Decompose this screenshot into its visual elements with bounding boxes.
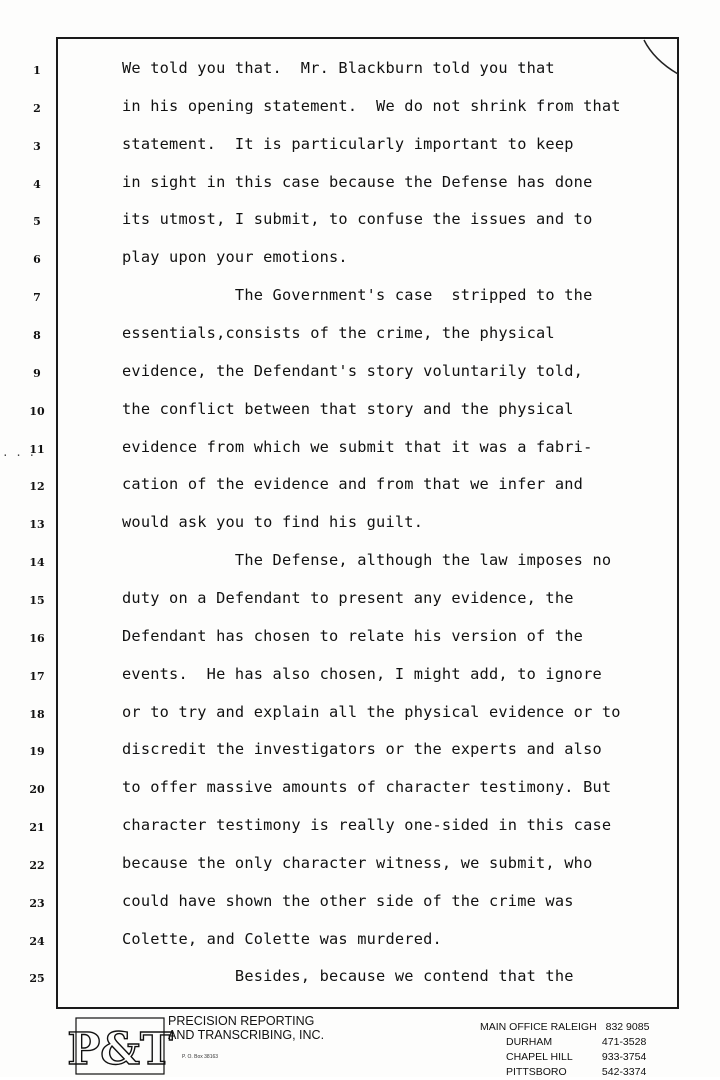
line-text: evidence, the Defendant's story voluntarily told, — [122, 361, 584, 380]
office-name: CHAPEL HILL — [506, 1051, 573, 1063]
line-text: The Government's case stripped to the — [122, 286, 593, 305]
transcript-line — [0, 663, 720, 693]
line-text: Defendant has chosen to relate his version of the — [122, 626, 584, 645]
office-list — [480, 1020, 649, 1080]
footer — [0, 1010, 720, 1077]
line-text: or to try and explain all the physical evidence or to — [122, 702, 621, 721]
office-phone: 832 9085 — [605, 1021, 650, 1033]
office-row — [480, 1020, 649, 1035]
line-text: in sight in this case because the Defense has done — [122, 172, 593, 191]
po-box: P. O. Box 38163 — [182, 1054, 219, 1060]
line-text: its utmost, I submit, to confuse the issues and to — [122, 210, 593, 229]
line-number: 4 — [33, 177, 41, 191]
transcript-line — [0, 587, 720, 617]
line-text: would ask you to find his guilt. — [122, 513, 424, 532]
transcript-line — [0, 738, 720, 768]
transcript-line — [0, 322, 720, 352]
office-phone: 471-3528 — [601, 1036, 647, 1048]
transcript-line — [0, 208, 720, 238]
line-number: 14 — [29, 556, 45, 569]
office-row — [480, 1050, 649, 1065]
line-text: could have shown the other side of the crime was — [122, 891, 574, 910]
line-text: cation of the evidence and from that we infer and — [122, 475, 584, 494]
line-text: play upon your emotions. — [122, 248, 348, 267]
transcript-line — [0, 57, 720, 87]
transcript-line — [0, 928, 720, 958]
company-name — [168, 1014, 324, 1042]
line-text: in his opening statement. We do not shrink from that — [122, 96, 621, 115]
transcript-line — [0, 171, 720, 201]
transcript-line — [0, 473, 720, 503]
line-number: 1 — [33, 64, 41, 77]
line-number: 10 — [29, 404, 45, 418]
line-text: discredit the investigators or the experts and also — [122, 740, 602, 759]
line-number: 13 — [29, 518, 45, 532]
transcript-line — [0, 511, 720, 541]
line-number: 11 — [29, 442, 45, 456]
margin-dots: . . . — [2, 446, 36, 459]
transcript-line — [0, 776, 720, 806]
line-text: statement. It is particularly important to keep — [122, 134, 574, 153]
line-number: 12 — [29, 480, 45, 494]
transcript-line — [0, 436, 720, 466]
line-number: 5 — [33, 215, 41, 229]
company-line2: AND TRANSCRIBING, INC. — [168, 1028, 325, 1042]
line-number: 19 — [29, 745, 45, 759]
line-text: evidence from which we submit that it was a fabri- — [122, 437, 593, 456]
office-row — [480, 1065, 649, 1080]
line-number: 7 — [33, 291, 41, 305]
line-text: The Defense, although the law imposes no — [122, 551, 612, 569]
transcript-line — [0, 95, 720, 125]
line-text: essentials,consists of the crime, the physical — [122, 323, 555, 342]
line-number: 23 — [29, 896, 45, 910]
line-number: 15 — [29, 593, 45, 607]
line-text: Besides, because we contend that the — [122, 967, 574, 986]
line-text: to offer massive amounts of character testimony. But — [122, 778, 612, 797]
company-logo — [67, 1016, 173, 1076]
transcript-line — [0, 398, 720, 428]
office-phone: 933-3754 — [601, 1051, 647, 1063]
transcript-line — [0, 701, 720, 731]
line-number: 18 — [29, 707, 45, 721]
office-name: PITTSBORO — [506, 1066, 567, 1078]
transcript-line — [0, 133, 720, 163]
transcript-line — [0, 890, 720, 920]
transcript-line — [0, 814, 720, 844]
logo-letters: P&T — [67, 1024, 173, 1075]
transcript-line — [0, 360, 720, 390]
line-number: 17 — [29, 669, 45, 683]
transcript-line — [0, 246, 720, 276]
line-number: 8 — [33, 328, 41, 342]
line-number: 9 — [33, 366, 41, 380]
office-name: MAIN OFFICE RALEIGH — [480, 1021, 597, 1033]
line-number: 21 — [29, 821, 45, 834]
line-number: 24 — [29, 934, 45, 948]
line-text: events. He has also chosen, I might add, to ignore — [122, 664, 602, 683]
transcript-line — [0, 284, 720, 314]
office-phone: 542-3374 — [601, 1066, 647, 1078]
company-line1: PRECISION REPORTING — [168, 1014, 315, 1028]
line-number: 20 — [29, 783, 45, 797]
line-number: 25 — [29, 972, 45, 986]
transcript-line — [0, 625, 720, 655]
line-text: because the only character witness, we submit, who — [122, 853, 593, 872]
line-text: Colette, and Colette was murdered. — [122, 929, 442, 948]
line-text: duty on a Defendant to present any evidence, the — [122, 588, 574, 607]
line-number: 6 — [33, 253, 41, 267]
line-number: 2 — [33, 101, 41, 115]
line-number: 16 — [29, 631, 45, 645]
line-number: 3 — [33, 139, 41, 153]
transcript-line — [0, 965, 720, 995]
line-text: character testimony is really one-sided in this case — [122, 816, 612, 834]
line-text: We told you that. Mr. Blackburn told you that — [122, 59, 555, 77]
transcript-line — [0, 852, 720, 882]
office-name: DURHAM — [506, 1036, 553, 1048]
line-number: 22 — [29, 858, 45, 872]
line-text: the conflict between that story and the physical — [122, 399, 574, 418]
office-row — [480, 1035, 649, 1050]
transcript-line — [0, 549, 720, 579]
